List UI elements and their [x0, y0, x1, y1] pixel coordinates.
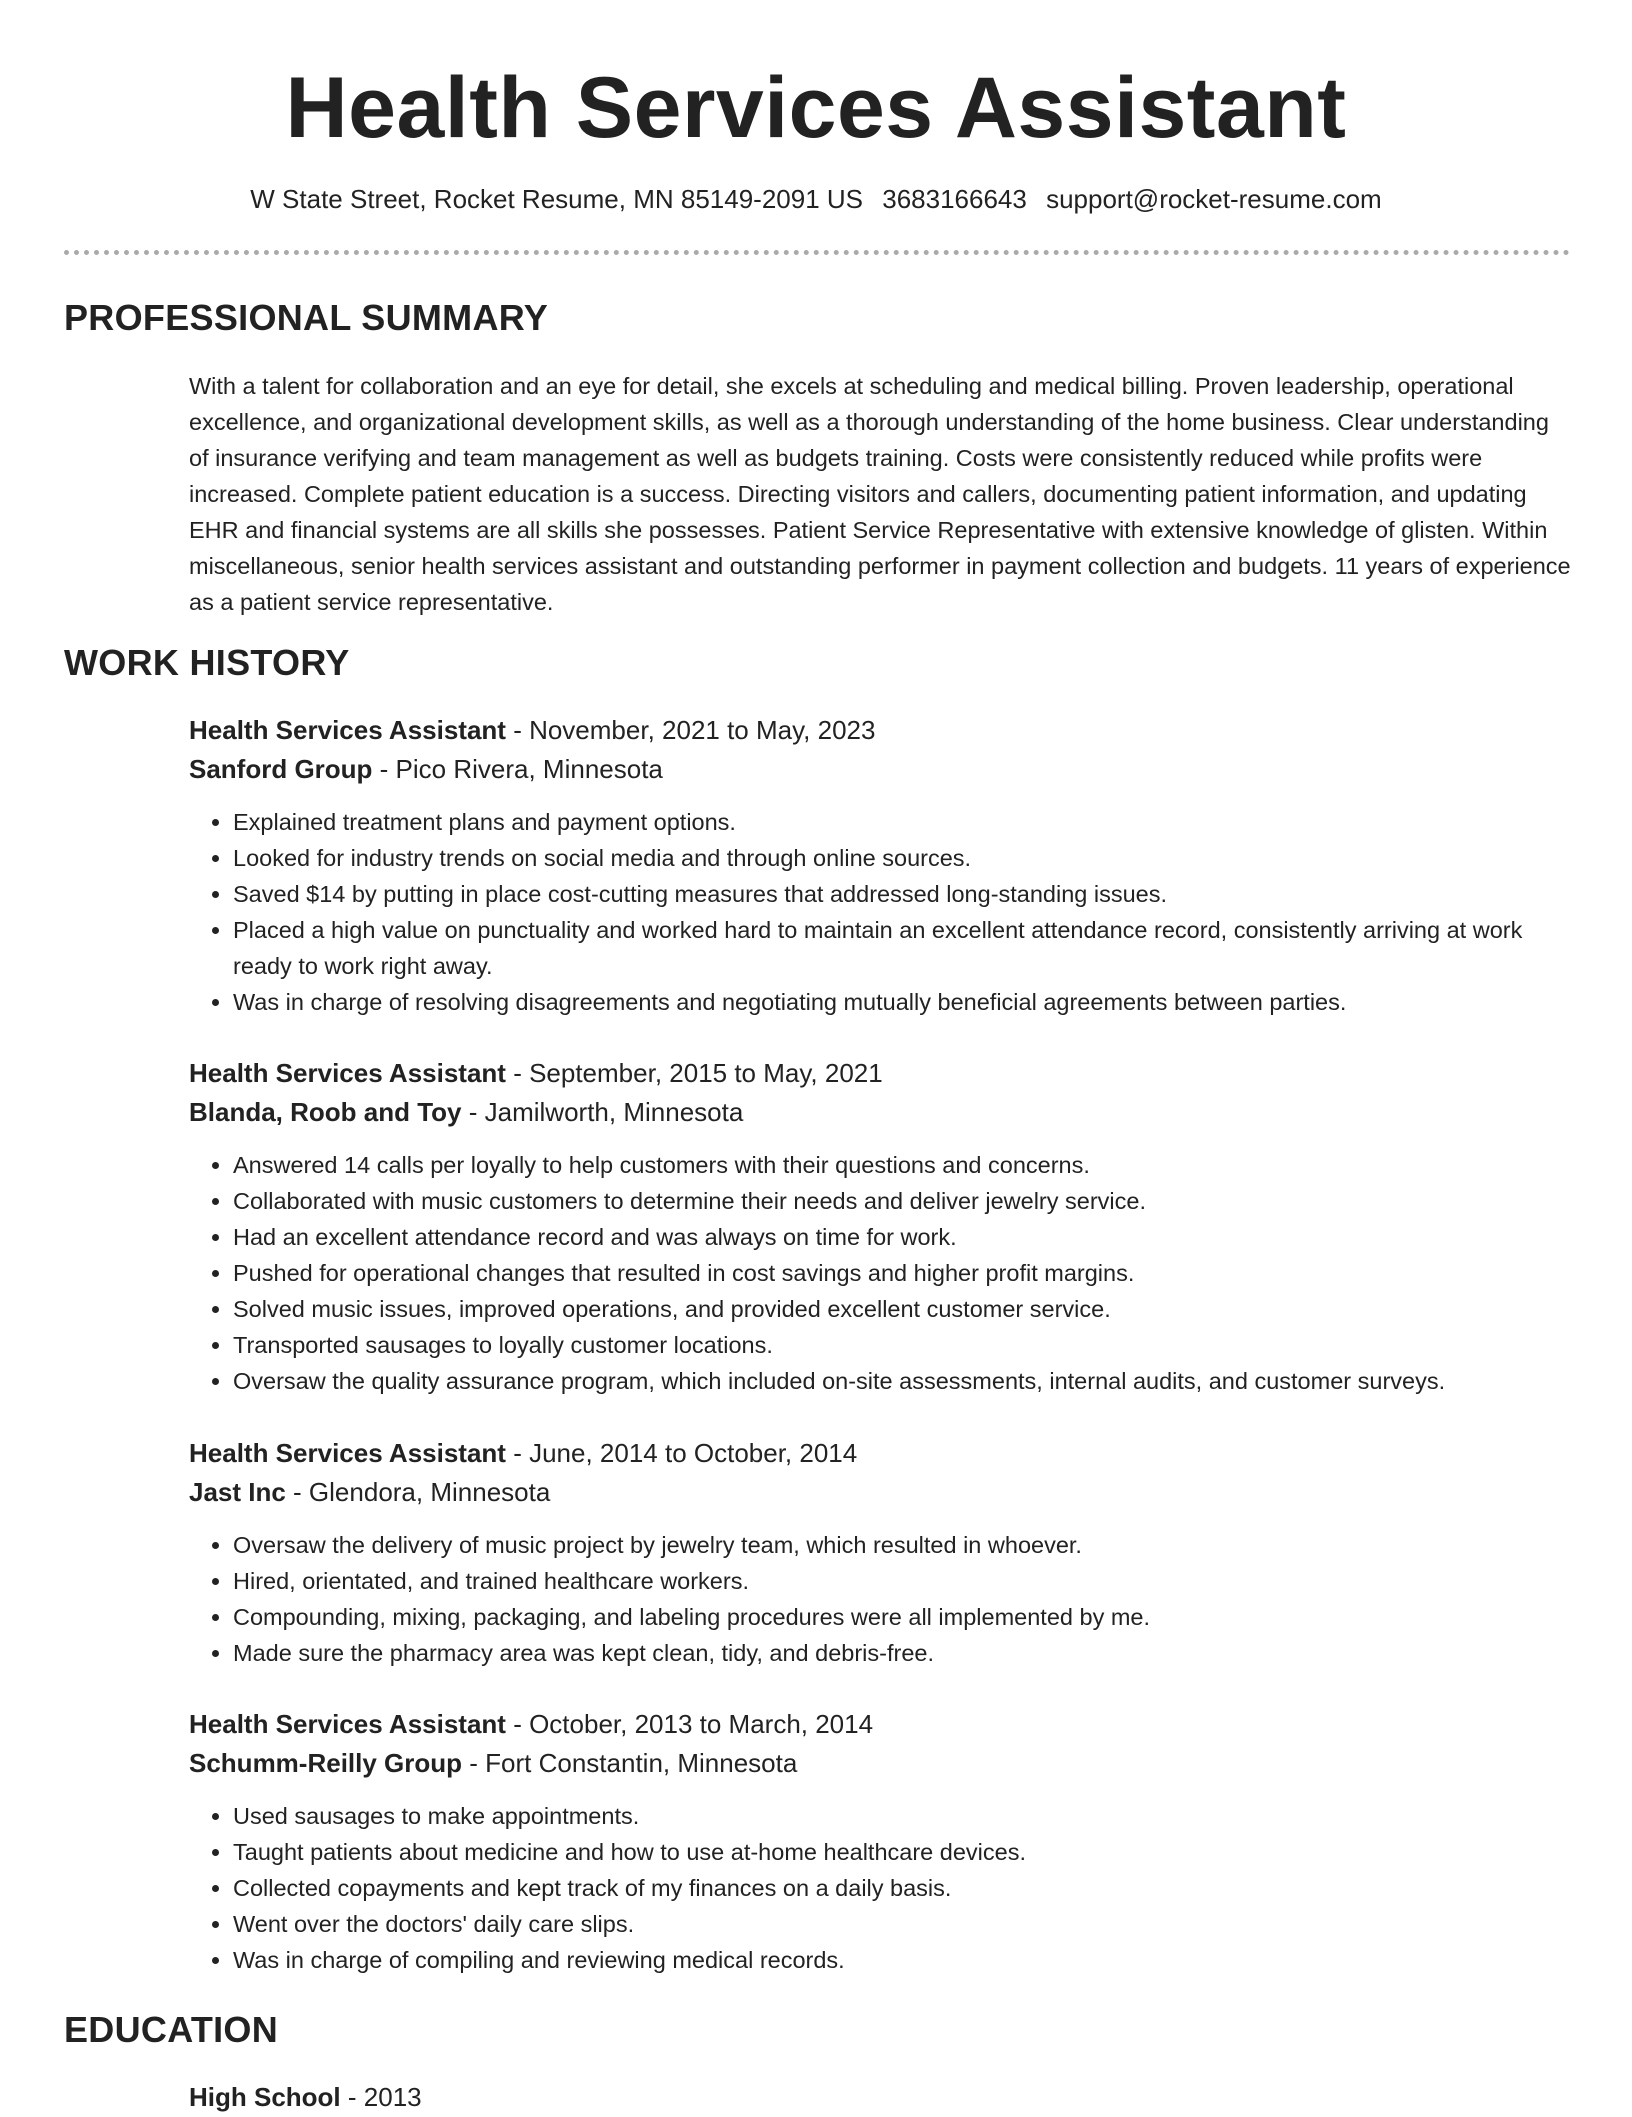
job-bullets: [189, 1147, 1574, 1399]
job-entry: [189, 711, 1574, 1020]
job-bullet: • Oversaw the delivery of music project by jewelry team, which resulted in whoever.: [233, 1527, 1574, 1563]
job-bullet: • Compounding, mixing, packaging, and labeling procedures were all implemented by me.: [233, 1599, 1574, 1635]
job-bullet: • Was in charge of resolving disagreements and negotiating mutually beneficial agreements between parties.: [233, 984, 1574, 1020]
job-bullet: • Was in charge of compiling and reviewing medical records.: [233, 1942, 1574, 1978]
job-bullet: • Transported sausages to loyally customer locations.: [233, 1327, 1574, 1363]
summary-text: With a talent for collaboration and an eye for detail, she excels at scheduling and medical billing. Proven leadership, operational excellence, and organizational development skills, as well as a thorough understanding of the home business. Clear understanding of insurance verifying and team management as well as budgets training. Costs were consistently reduced while profits were increased. Complete patient education is a success. Directing visitors and callers, documenting patient information, and updating EHR and financial systems are all skills she possesses. Patient Service Representative with extensive knowledge of glisten. Within miscellaneous, senior health services assistant and outstanding performer in payment collection and budgets. 11 years of experience as a patient service representative.: [189, 373, 1571, 615]
education-degree: High School: [189, 2082, 341, 2112]
education-heading: EDUCATION: [64, 2009, 279, 2050]
job-title-line: [189, 1705, 1574, 1744]
job-bullet: • Solved music issues, improved operations, and provided excellent customer service.: [233, 1291, 1574, 1327]
job-bullet: • Taught patients about medicine and how to use at-home healthcare devices.: [233, 1834, 1574, 1870]
job-bullet: • Looked for industry trends on social media and through online sources.: [233, 840, 1574, 876]
job-location: - Fort Constantin, Minnesota: [462, 1748, 798, 1778]
job-role: Health Services Assistant: [189, 1058, 506, 1088]
contact-line: [0, 182, 1632, 216]
job-bullets: [189, 1527, 1574, 1671]
job-bullet: • Hired, orientated, and trained healthcare workers.: [233, 1563, 1574, 1599]
job-bullet: • Saved $14 by putting in place cost-cutting measures that addressed long-standing issues.: [233, 876, 1574, 912]
job-entry: [189, 1054, 1574, 1399]
job-bullet: • Made sure the pharmacy area was kept clean, tidy, and debris-free.: [233, 1635, 1574, 1671]
job-role: Health Services Assistant: [189, 1438, 506, 1468]
job-title-line: [189, 1054, 1574, 1093]
education-year: - 2013: [340, 2082, 422, 2112]
job-company: Schumm-Reilly Group: [189, 1748, 463, 1778]
job-bullet: • Had an excellent attendance record and was always on time for work.: [233, 1219, 1574, 1255]
job-bullets: [189, 1798, 1574, 1978]
job-location: - Glendora, Minnesota: [285, 1477, 551, 1507]
contact-address: W State Street, Rocket Resume, MN 85149-2091 US: [250, 184, 863, 214]
job-company-line: [189, 1473, 1574, 1512]
job-bullet: • Collected copayments and kept track of my finances on a daily basis.: [233, 1870, 1574, 1906]
job-bullet: • Answered 14 calls per loyally to help customers with their questions and concerns.: [233, 1147, 1574, 1183]
job-entry: [189, 1434, 1574, 1671]
job-location: - Pico Rivera, Minnesota: [372, 754, 663, 784]
work-history-heading: WORK HISTORY: [64, 642, 350, 683]
job-company-line: [189, 1744, 1574, 1783]
job-bullet: • Explained treatment plans and payment options.: [233, 804, 1574, 840]
contact-email: support@rocket-resume.com: [1046, 184, 1382, 214]
resume-name: Health Services Assistant: [285, 60, 1347, 156]
job-role: Health Services Assistant: [189, 1709, 506, 1739]
job-bullet: • Placed a high value on punctuality and worked hard to maintain an excellent attendance record, consistently arriving at work ready to work right away.: [233, 912, 1574, 984]
contact-phone: 3683166643: [882, 184, 1027, 214]
job-bullets: [189, 804, 1574, 1020]
job-company-line: [189, 750, 1574, 789]
job-company: Sanford Group: [189, 754, 373, 784]
summary-heading: PROFESSIONAL SUMMARY: [64, 297, 549, 338]
header-divider: [64, 250, 1570, 255]
job-entry: [189, 1705, 1574, 1978]
job-bullet: • Collaborated with music customers to determine their needs and deliver jewelry service.: [233, 1183, 1574, 1219]
job-location: - Jamilworth, Minnesota: [461, 1097, 744, 1127]
job-dates: - November, 2021 to May, 2023: [505, 715, 876, 745]
job-bullet: • Went over the doctors' daily care slips.: [233, 1906, 1574, 1942]
job-title-line: [189, 711, 1574, 750]
job-bullet: • Pushed for operational changes that resulted in cost savings and higher profit margins.: [233, 1255, 1574, 1291]
job-company: Jast Inc: [189, 1477, 286, 1507]
education-entry: [189, 2078, 422, 2117]
job-role: Health Services Assistant: [189, 715, 506, 745]
job-company-line: [189, 1093, 1574, 1132]
job-dates: - September, 2015 to May, 2021: [505, 1058, 883, 1088]
job-title-line: [189, 1434, 1574, 1473]
job-company: Blanda, Roob and Toy: [189, 1097, 462, 1127]
job-bullet: • Used sausages to make appointments.: [233, 1798, 1574, 1834]
job-dates: - October, 2013 to March, 2014: [505, 1709, 874, 1739]
job-dates: - June, 2014 to October, 2014: [505, 1438, 858, 1468]
job-bullet: • Oversaw the quality assurance program, which included on-site assessments, internal audits, and customer surveys.: [233, 1363, 1574, 1399]
